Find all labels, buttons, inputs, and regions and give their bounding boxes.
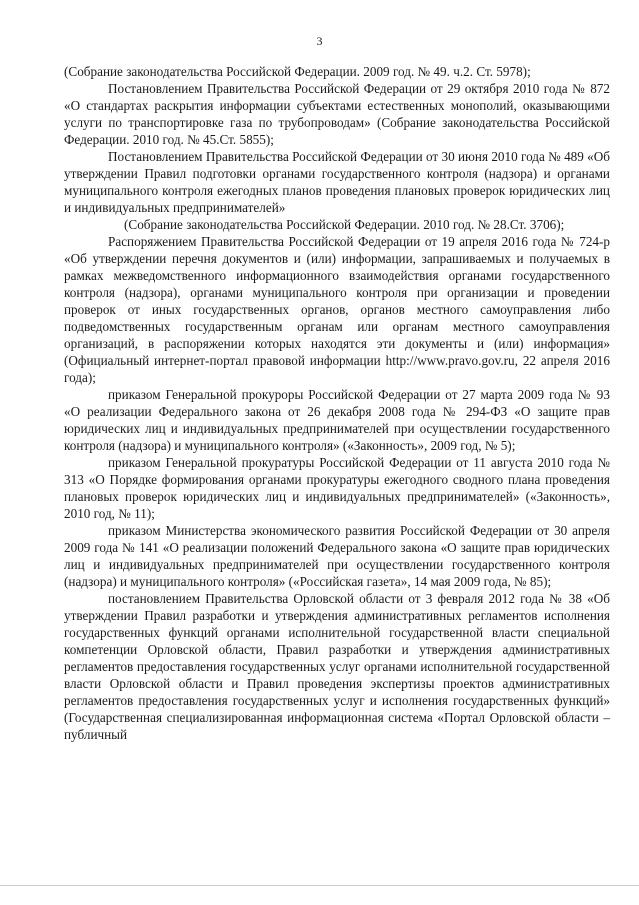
page-number: 3: [316, 34, 323, 48]
paragraph-prosecutor-order-313: приказом Генеральной прокуратуры Российской Федерации от 11 августа 2010 года № 313 «О Порядке формирования органами прокуратуры ежегодного сводного плана проведения плановых проверок юридических лиц и индивидуальных предпринимателей» («Законность», 2010 год, № 11);: [64, 455, 610, 521]
document-body: [64, 63, 610, 743]
paragraph-resolution-489: Постановлением Правительства Российской Федерации от 30 июня 2010 года № 489 «Об утверждении Правил подготовки органами государственного контроля (надзора) и органами муниципального контроля ежегодных планов проведения плановых проверок юридических лиц и индивидуальных предпринимателей»: [64, 149, 610, 215]
paragraph-resolution-489-citation: (Собрание законодательства Российской Федерации. 2010 год. № 28.Ст. 3706);: [124, 217, 565, 232]
paragraph-citation-continuation: (Собрание законодательства Российской Федерации. 2009 год. № 49. ч.2. Ст. 5978);: [64, 64, 531, 79]
page-bottom-divider: [0, 885, 639, 886]
paragraph-orel-resolution-38: постановлением Правительства Орловской области от 3 февраля 2012 года № 38 «Об утверждении Правил разработки и утверждения административных регламентов исполнения государственных функций органами исполнительной государственной власти специальной компетенции Орловской области, Правил разработки и утверждения административных регламентов предоставления государственных услуг органами исполнительной государственной власти Орловской области и Правил проведения экспертизы проектов административных регламентов предоставления государственных услуг и исполнения государственных функций» (Государственная специализированная информационная система «Портал Орловской области – публичный: [64, 591, 610, 742]
paragraph-prosecutor-order-93: приказом Генеральной прокуроры Российской Федерации от 27 марта 2009 года № 93 «О реализации Федерального закона от 26 декабря 2008 года № 294-ФЗ «О защите прав юридических лиц и индивидуальных предпринимателей при осуществлении государственного контроля (надзора) и муниципального контроля» («Законность», 2009 год, № 5);: [64, 387, 610, 453]
paragraph-ministry-order-141: приказом Министерства экономического развития Российской Федерации от 30 апреля 2009 года № 141 «О реализации положений Федерального закона «О защите прав юридических лиц и индивидуальных предпринимателей при осуществлении государственного контроля (надзора) и муниципального контроля» («Российская газета», 14 мая 2009 года, № 85);: [64, 523, 610, 589]
paragraph-order-724r: Распоряжением Правительства Российской Федерации от 19 апреля 2016 года № 724-р «Об утверждении перечня документов и (или) информации, запрашиваемых и получаемых в рамках межведомственного информационного взаимодействия органами государственного контроля (надзора), органами муниципального контроля при организации и проведении проверок от иных государственных органов, органов местного самоуправления либо подведомственных государственным органам или органам местного самоуправления организаций, в распоряжении которых находятся эти документы и (или) информация» (Официальный интернет-портал правовой информации http://www.pravo.gov.ru, 22 апреля 2016 года);: [64, 234, 610, 385]
paragraph-resolution-872: Постановлением Правительства Российской Федерации от 29 октября 2010 года № 872 «О стандартах раскрытия информации субъектами естественных монополий, оказывающими услуги по транспортировке газа по трубопроводам» (Собрание законодательства Российской Федерации. 2010 год. № 45.Ст. 5855);: [64, 81, 610, 147]
